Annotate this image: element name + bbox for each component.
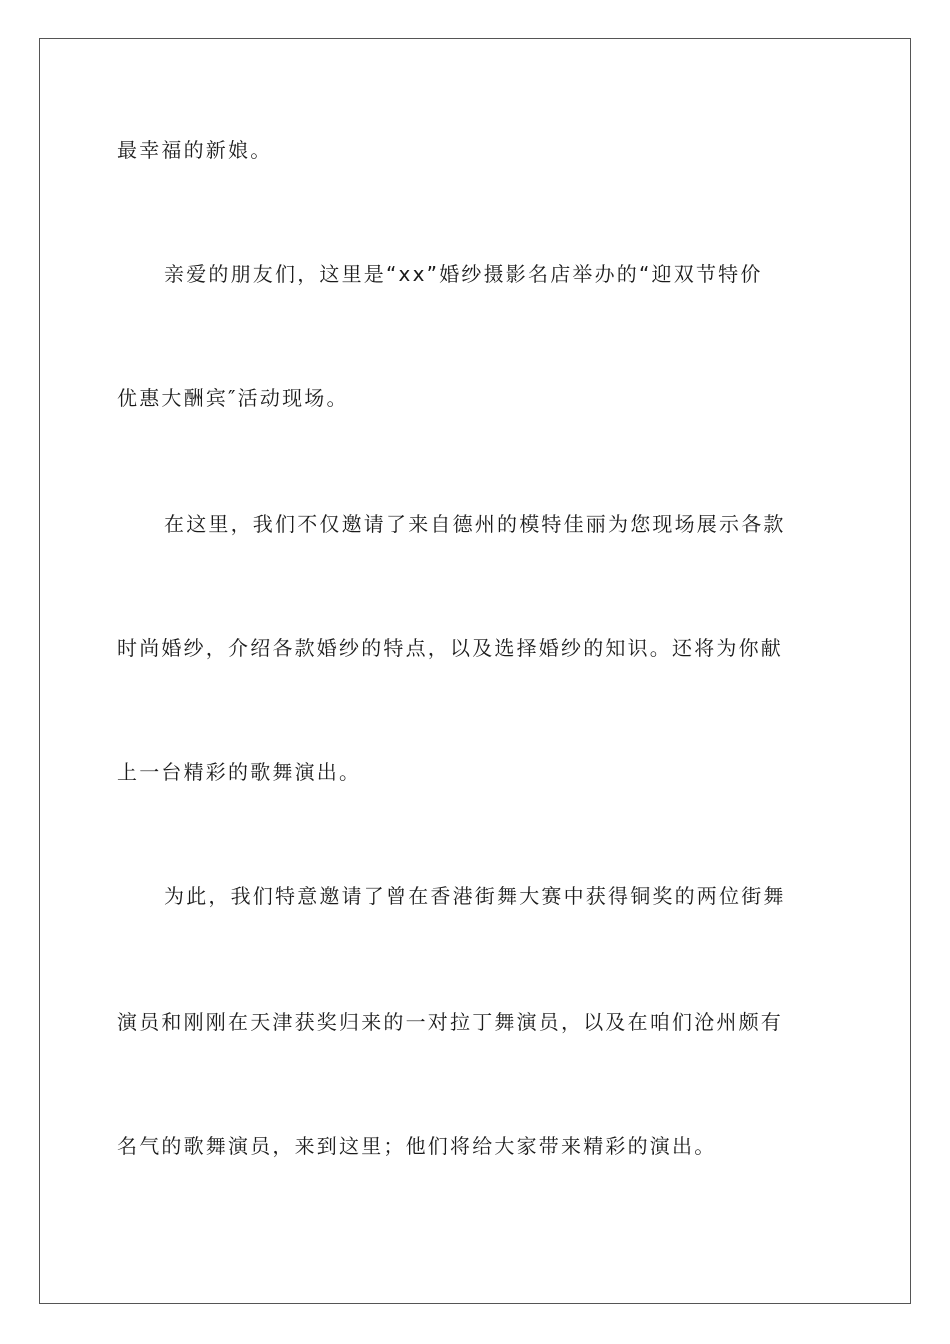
text-line-7: 为此，我们特意邀请了曾在香港街舞大赛中获得铜奖的两位街舞 [164, 884, 786, 908]
text-line-1: 最幸福的新娘。 [117, 138, 273, 162]
text-line-6: 上一台精彩的歌舞演出。 [117, 760, 362, 784]
text-line-9: 名气的歌舞演员，来到这里；他们将给大家带来精彩的演出。 [117, 1134, 717, 1158]
text-line-3: 优惠大酬宾″活动现场。 [117, 386, 349, 410]
text-line-8: 演员和刚刚在天津获奖归来的一对拉丁舞演员，以及在咱们沧州颇有 [117, 1010, 783, 1034]
page-border [39, 38, 911, 1304]
text-line-5: 时尚婚纱，介绍各款婚纱的特点，以及选择婚纱的知识。还将为你献 [117, 636, 783, 660]
text-line-4: 在这里，我们不仅邀请了来自德州的模特佳丽为您现场展示各款 [164, 512, 786, 536]
text-line-2: 亲爱的朋友们，这里是“xx”婚纱摄影名店举办的“迎双节特价 [164, 262, 763, 286]
